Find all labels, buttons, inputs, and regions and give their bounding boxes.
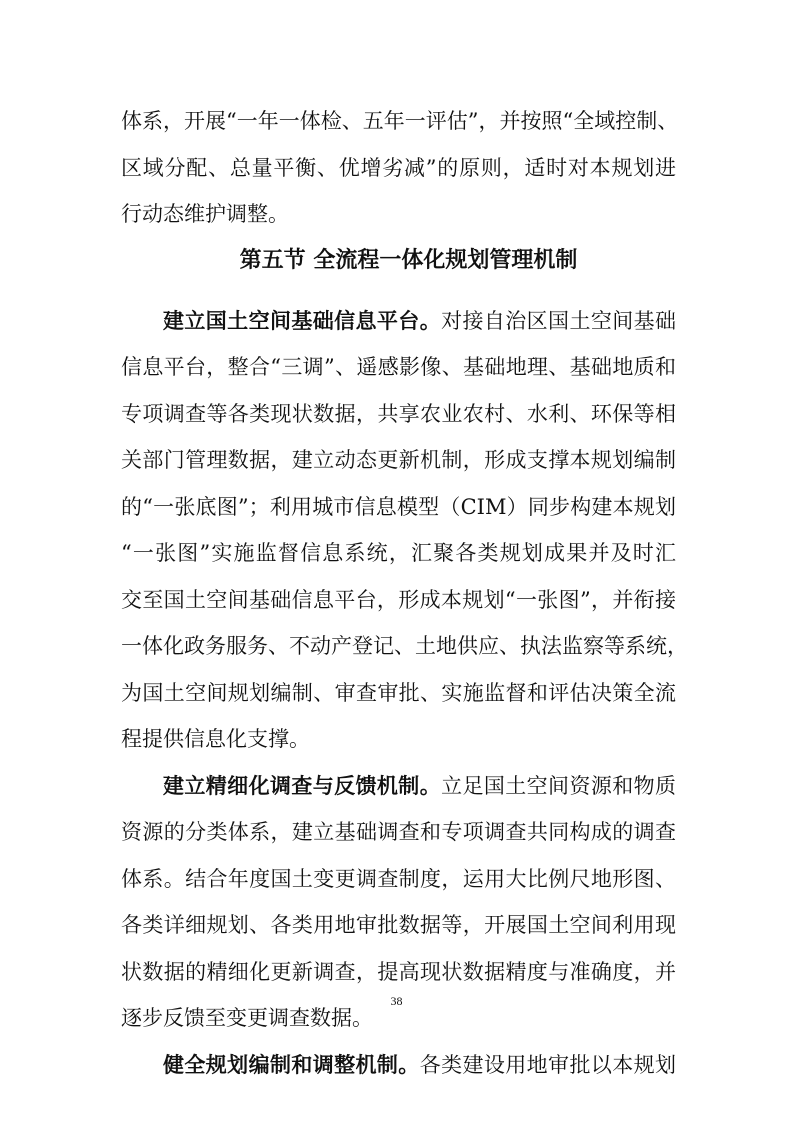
- text-line: [121, 1042, 676, 1089]
- paragraph-text: 对接自治区国土空间基础: [441, 308, 677, 333]
- paragraph-text: 立足国土空间资源和物质: [441, 773, 677, 798]
- text-line: 逐步反馈至变更调查数据。: [121, 1006, 373, 1030]
- section-heading: 第五节 全流程一体化规划管理机制: [239, 247, 578, 273]
- text-line: 资源的分类体系，建立基础调查和专项调查共同构成的调查: [121, 820, 676, 844]
- text-line: [121, 298, 676, 345]
- text-line: 专项调查等各类现状数据，共享农业农村、水利、环保等相: [121, 401, 676, 426]
- paragraph-lead: 建立国土空间基础信息平台。: [163, 308, 442, 333]
- paragraph-lead: 健全规划编制和调整机制。: [163, 1052, 420, 1077]
- page-number: 38: [390, 994, 403, 1008]
- text-line: 体系。结合年度国土变更调查制度，运用大比例尺地形图、: [121, 866, 676, 891]
- text-line: 各类详细规划、各类用地审批数据等，开展国土空间利用现: [121, 913, 676, 937]
- text-line: 关部门管理数据，建立动态更新机制，形成支撑本规划编制: [121, 448, 676, 472]
- paragraph-planning-mechanism: [121, 1042, 676, 1089]
- paragraph-information-platform: [121, 298, 688, 763]
- paragraph-text: 各类建设用地审批以本规划: [419, 1052, 677, 1077]
- text-line: “一张图”实施监督信息系统，汇聚各类规划成果并及时汇: [121, 541, 676, 565]
- text-line: 区域分配、总量平衡、优增劣减”的原则，适时对本规划进: [121, 155, 676, 180]
- text-line: 的“一张底图”；利用城市信息模型（CIM）同步构建本规划: [121, 494, 676, 519]
- text-line: 程提供信息化支撑。: [121, 727, 310, 751]
- text-line: 行动态维护调整。: [121, 202, 289, 226]
- text-line: 为国土空间规划编制、审查审批、实施监督和评估决策全流: [121, 680, 676, 705]
- body-text: [121, 98, 688, 1088]
- text-line: 一体化政务服务、不动产登记、土地供应、执法监察等系统，: [121, 634, 688, 658]
- text-line: 体系，开展“一年一体检、五年一评估”，并按照“全域控制、: [121, 109, 679, 133]
- text-line: 状数据的精细化更新调查，提高现状数据精度与准确度，并: [121, 959, 676, 984]
- paragraph-lead: 建立精细化调查与反馈机制。: [163, 773, 442, 798]
- text-line: 交至国土空间基础信息平台，形成本规划“一张图”，并衔接: [121, 587, 676, 612]
- text-line: [121, 763, 676, 810]
- paragraph-continuation: [121, 98, 679, 238]
- text-line: 信息平台，整合“三调”、遥感影像、基础地理、基础地质和: [121, 355, 676, 379]
